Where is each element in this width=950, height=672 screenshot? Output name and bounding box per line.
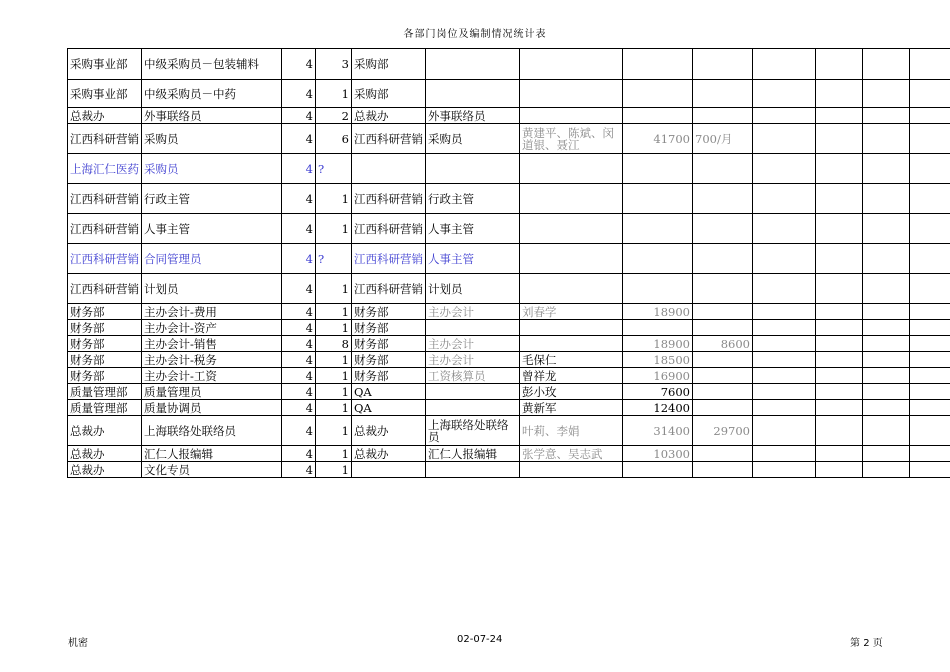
table-cell: 41700	[623, 124, 693, 154]
table-cell	[352, 462, 426, 478]
table-cell: 江西科研营销	[352, 184, 426, 214]
table-cell	[910, 184, 950, 214]
table-cell	[816, 336, 863, 352]
table-cell: 采购部	[352, 49, 426, 80]
table-cell	[816, 274, 863, 304]
table-cell	[863, 400, 910, 416]
table-cell	[753, 124, 816, 154]
table-cell	[910, 304, 950, 320]
table-cell	[816, 368, 863, 384]
table-cell: 1	[316, 462, 352, 478]
table-cell	[623, 320, 693, 336]
table-cell	[693, 108, 753, 124]
table-cell	[816, 352, 863, 368]
table-cell: 1	[316, 320, 352, 336]
table-row	[68, 124, 950, 154]
table-cell: 1	[316, 416, 352, 446]
table-cell: 江西科研营销	[68, 274, 142, 304]
table-cell	[863, 244, 910, 274]
table-cell: 1	[316, 352, 352, 368]
table-cell: 16900	[623, 368, 693, 384]
table-cell: 4	[282, 304, 316, 320]
footer-date: 02-07-24	[457, 634, 503, 645]
table-cell	[910, 368, 950, 384]
table-cell	[426, 462, 520, 478]
table-cell	[753, 368, 816, 384]
table-cell: 主办会计-销售	[142, 336, 282, 352]
table-cell: 主办会计	[426, 304, 520, 320]
table-cell	[520, 214, 623, 244]
table-cell: 29700	[693, 416, 753, 446]
table-cell	[753, 384, 816, 400]
table-row	[68, 416, 950, 446]
table-cell	[910, 124, 950, 154]
table-row	[68, 154, 950, 184]
table-cell	[816, 320, 863, 336]
table-cell: 4	[282, 320, 316, 336]
table-cell	[910, 49, 950, 80]
table-row	[68, 336, 950, 352]
table-cell	[693, 274, 753, 304]
table-cell: 总裁办	[352, 446, 426, 462]
table-row	[68, 184, 950, 214]
table-cell	[693, 244, 753, 274]
table-cell: 外事联络员	[426, 108, 520, 124]
table-cell: 文化专员	[142, 462, 282, 478]
table-cell: ?	[316, 154, 352, 184]
table-cell: 财务部	[68, 368, 142, 384]
table-cell: 人事主管	[142, 214, 282, 244]
table-cell	[910, 274, 950, 304]
table-cell: 采购员	[142, 124, 282, 154]
table-row	[68, 80, 950, 108]
table-cell	[426, 384, 520, 400]
table-cell	[816, 80, 863, 108]
table-cell	[863, 108, 910, 124]
table-cell: 1	[316, 384, 352, 400]
table-cell	[753, 80, 816, 108]
table-cell	[863, 80, 910, 108]
table-cell: 4	[282, 462, 316, 478]
table-cell: 4	[282, 368, 316, 384]
table-cell	[816, 184, 863, 214]
table-cell: 4	[282, 274, 316, 304]
table-cell	[910, 154, 950, 184]
table-cell: 曾祥龙	[520, 368, 623, 384]
table-cell	[623, 49, 693, 80]
table-cell	[816, 416, 863, 446]
table-cell: 6	[316, 124, 352, 154]
table-cell: 汇仁人报编辑	[142, 446, 282, 462]
table-cell: 18500	[623, 352, 693, 368]
table-cell	[910, 352, 950, 368]
table-cell: 主办会计-费用	[142, 304, 282, 320]
table-cell	[520, 184, 623, 214]
table-cell	[520, 49, 623, 80]
table-cell: 质量管理员	[142, 384, 282, 400]
table-cell: 行政主管	[142, 184, 282, 214]
table-cell	[863, 320, 910, 336]
table-cell: ?	[316, 244, 352, 274]
table-cell	[693, 368, 753, 384]
table-cell	[623, 184, 693, 214]
table-cell	[623, 154, 693, 184]
table-cell: 江西科研营销	[68, 214, 142, 244]
table-cell	[863, 416, 910, 446]
table-cell	[426, 80, 520, 108]
table-cell: 总裁办	[68, 446, 142, 462]
table-cell: 700/月	[693, 124, 753, 154]
page-number: 2	[863, 638, 870, 649]
table-cell	[693, 184, 753, 214]
table-cell: 中级采购员－中药	[142, 80, 282, 108]
table-cell	[753, 400, 816, 416]
table-cell	[863, 462, 910, 478]
table-cell: 江西科研营销	[68, 124, 142, 154]
table-cell	[753, 214, 816, 244]
table-cell	[520, 320, 623, 336]
table-cell: 黄新军	[520, 400, 623, 416]
table-cell	[520, 336, 623, 352]
table-cell	[623, 108, 693, 124]
table-cell: 31400	[623, 416, 693, 446]
table-cell: QA	[352, 384, 426, 400]
table-cell	[863, 124, 910, 154]
table-cell	[863, 184, 910, 214]
table-cell: 中级采购员－包装辅料	[142, 49, 282, 80]
table-cell: 江西科研营销	[68, 244, 142, 274]
table-cell: 4	[282, 384, 316, 400]
table-cell: 采购事业部	[68, 80, 142, 108]
table-row	[68, 214, 950, 244]
table-cell: 人事主管	[426, 214, 520, 244]
table-cell: 4	[282, 184, 316, 214]
table-cell	[863, 49, 910, 80]
table-cell	[910, 400, 950, 416]
footer-confidential: 机密	[68, 638, 88, 649]
table-cell	[693, 320, 753, 336]
table-cell	[863, 352, 910, 368]
table-cell	[753, 446, 816, 462]
table-cell	[520, 108, 623, 124]
table-cell: 行政主管	[426, 184, 520, 214]
table-cell: 财务部	[68, 304, 142, 320]
table-cell	[520, 462, 623, 478]
table-cell	[623, 80, 693, 108]
table-cell	[520, 244, 623, 274]
table-cell: 工资核算员	[426, 368, 520, 384]
table-cell: 财务部	[352, 320, 426, 336]
table-cell	[520, 80, 623, 108]
table-row	[68, 108, 950, 124]
table-cell	[520, 154, 623, 184]
table-cell	[863, 274, 910, 304]
table-cell: 1	[316, 214, 352, 244]
table-cell: 4	[282, 416, 316, 446]
table-cell: 1	[316, 368, 352, 384]
table-row	[68, 446, 950, 462]
table-cell	[693, 80, 753, 108]
table-cell	[910, 336, 950, 352]
table-cell	[693, 462, 753, 478]
table-cell	[753, 336, 816, 352]
table-cell: 4	[282, 80, 316, 108]
sheet-title: 各部门岗位及编制情况统计表	[403, 29, 547, 40]
table-cell	[693, 154, 753, 184]
table-cell: 采购员	[426, 124, 520, 154]
table-cell	[693, 400, 753, 416]
table-cell: 汇仁人报编辑	[426, 446, 520, 462]
table-cell	[623, 274, 693, 304]
table-cell	[816, 124, 863, 154]
table-cell: 10300	[623, 446, 693, 462]
page-suffix: 页	[872, 638, 883, 649]
table-cell	[753, 244, 816, 274]
table-cell: 主办会计-资产	[142, 320, 282, 336]
table-cell: 江西科研营销	[352, 124, 426, 154]
table-row	[68, 304, 950, 320]
table-cell	[753, 304, 816, 320]
table-cell: 外事联络员	[142, 108, 282, 124]
table-cell	[753, 49, 816, 80]
table-cell	[863, 384, 910, 400]
table-cell	[693, 214, 753, 244]
table-cell: 刘春学	[520, 304, 623, 320]
table-cell	[816, 384, 863, 400]
table-cell	[753, 274, 816, 304]
table-cell: 财务部	[68, 352, 142, 368]
table-cell: 8600	[693, 336, 753, 352]
table-cell: 4	[282, 352, 316, 368]
table-cell: 1	[316, 304, 352, 320]
table-cell: 黄建平、陈斌、闵道银、聂江	[520, 124, 623, 154]
table-cell	[910, 214, 950, 244]
table-cell: 主办会计	[426, 352, 520, 368]
table-cell: 12400	[623, 400, 693, 416]
table-cell: 上海汇仁医药	[68, 154, 142, 184]
table-cell: 江西科研营销	[352, 214, 426, 244]
table-cell	[816, 49, 863, 80]
table-cell	[910, 244, 950, 274]
table-cell	[816, 446, 863, 462]
table-cell: 财务部	[352, 352, 426, 368]
table-cell	[753, 184, 816, 214]
table-row	[68, 368, 950, 384]
table-cell: 质量管理部	[68, 400, 142, 416]
table-cell: 财务部	[68, 336, 142, 352]
table-cell	[693, 384, 753, 400]
table-cell	[863, 446, 910, 462]
page-prefix: 第	[850, 638, 860, 649]
table-cell: 总裁办	[352, 416, 426, 446]
table-cell: QA	[352, 400, 426, 416]
table-cell	[910, 80, 950, 108]
table-cell	[816, 214, 863, 244]
table-cell	[816, 108, 863, 124]
table-cell: 采购事业部	[68, 49, 142, 80]
table-cell	[863, 368, 910, 384]
table-cell: 采购员	[142, 154, 282, 184]
table-cell: 1	[316, 400, 352, 416]
table-cell	[623, 244, 693, 274]
table-cell	[693, 304, 753, 320]
table-cell: 3	[316, 49, 352, 80]
table-cell: 1	[316, 446, 352, 462]
table-cell: 上海联络处联络员	[142, 416, 282, 446]
table-cell	[693, 446, 753, 462]
table-cell	[816, 400, 863, 416]
table-cell	[863, 214, 910, 244]
table-cell	[623, 462, 693, 478]
table-row	[68, 49, 950, 80]
table-cell	[863, 336, 910, 352]
table-cell: 总裁办	[68, 462, 142, 478]
table-cell	[753, 462, 816, 478]
table-cell	[816, 154, 863, 184]
table-cell: 4	[282, 400, 316, 416]
table-cell	[910, 462, 950, 478]
table-cell	[753, 320, 816, 336]
table-cell	[816, 304, 863, 320]
table-cell: 1	[316, 184, 352, 214]
table-cell: 质量协调员	[142, 400, 282, 416]
table-cell: 18900	[623, 304, 693, 320]
table-cell: 1	[316, 80, 352, 108]
table-cell	[910, 384, 950, 400]
table-cell: 人事主管	[426, 244, 520, 274]
table-cell	[426, 154, 520, 184]
table-cell: 采购部	[352, 80, 426, 108]
table-cell	[426, 320, 520, 336]
table-cell: 合同管理员	[142, 244, 282, 274]
table-cell	[863, 154, 910, 184]
table-cell: 主办会计-税务	[142, 352, 282, 368]
table-cell: 8	[316, 336, 352, 352]
table-cell: 4	[282, 244, 316, 274]
table-cell: 2	[316, 108, 352, 124]
table-cell: 计划员	[142, 274, 282, 304]
table-cell: 4	[282, 214, 316, 244]
table-cell: 18900	[623, 336, 693, 352]
table-cell: 4	[282, 446, 316, 462]
table-cell: 财务部	[68, 320, 142, 336]
table-cell: 4	[282, 154, 316, 184]
table-cell	[520, 274, 623, 304]
table-cell	[816, 462, 863, 478]
table-row	[68, 400, 950, 416]
table-cell	[753, 352, 816, 368]
table-cell: 7600	[623, 384, 693, 400]
table-row	[68, 320, 950, 336]
table-cell: 江西科研营销	[352, 274, 426, 304]
table-row	[68, 384, 950, 400]
table-cell: 毛保仁	[520, 352, 623, 368]
table-cell	[426, 400, 520, 416]
table-cell: 上海联络处联络员	[426, 416, 520, 446]
table-cell: 总裁办	[68, 108, 142, 124]
table-cell: 总裁办	[352, 108, 426, 124]
footer-page	[850, 634, 883, 649]
table-cell: 质量管理部	[68, 384, 142, 400]
table-row	[68, 352, 950, 368]
table-cell	[910, 416, 950, 446]
table-cell	[910, 320, 950, 336]
table-cell	[753, 416, 816, 446]
table-cell: 1	[316, 274, 352, 304]
table-cell: 总裁办	[68, 416, 142, 446]
table-cell: 江西科研营销	[68, 184, 142, 214]
table-cell	[426, 49, 520, 80]
table-cell	[910, 446, 950, 462]
table-cell: 4	[282, 336, 316, 352]
table-cell: 财务部	[352, 336, 426, 352]
table-row	[68, 274, 950, 304]
table-cell	[863, 304, 910, 320]
table-cell	[352, 154, 426, 184]
table-cell	[816, 244, 863, 274]
table-cell	[753, 154, 816, 184]
table-cell	[753, 108, 816, 124]
table-cell: 张学意、吴志武	[520, 446, 623, 462]
table-cell: 主办会计	[426, 336, 520, 352]
table-cell: 财务部	[352, 304, 426, 320]
table-cell: 江西科研营销	[352, 244, 426, 274]
table-cell: 财务部	[352, 368, 426, 384]
table-cell: 叶莉、李娟	[520, 416, 623, 446]
table-cell	[693, 352, 753, 368]
table-cell: 4	[282, 108, 316, 124]
table-cell: 彭小玫	[520, 384, 623, 400]
table-cell	[693, 49, 753, 80]
table-cell: 计划员	[426, 274, 520, 304]
table-cell: 4	[282, 124, 316, 154]
table-row	[68, 244, 950, 274]
table-cell: 4	[282, 49, 316, 80]
table-row	[68, 462, 950, 478]
table-cell	[623, 214, 693, 244]
table-cell	[910, 108, 950, 124]
table-cell: 主办会计-工资	[142, 368, 282, 384]
staffing-table	[67, 48, 950, 478]
